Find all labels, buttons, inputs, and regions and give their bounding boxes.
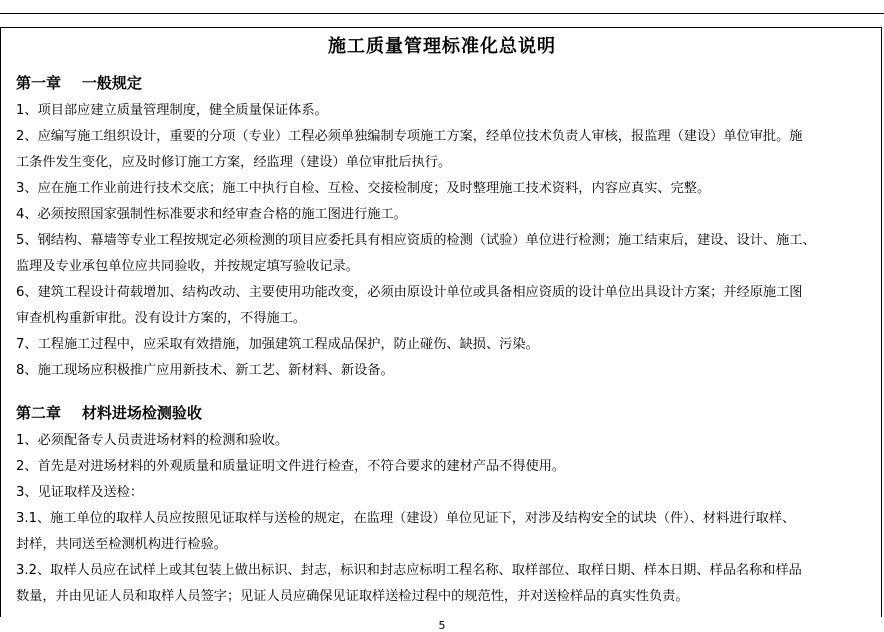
- chapter-2-heading: 第二章 材料进场检测验收: [16, 404, 202, 422]
- paragraph-line: 1、项目部应建立质量管理制度，健全质量保证体系。: [16, 103, 328, 118]
- paragraph-line: 5、钢结构、幕墙等专业工程按规定必须检测的项目应委托具有相应资质的检测（试验）单位进行检测；施工结束后，建设、设计、施工、: [16, 233, 816, 248]
- paragraph-line: 3.1、施工单位的取样人员应按照见证取样与送检的规定，在监理（建设）单位见证下，对涉及结构安全的试块（件）、材料进行取样、: [16, 511, 796, 526]
- document-body: [16, 68, 878, 610]
- paragraph-line: 2、应编写施工组织设计，重要的分项（专业）工程必须单独编制专项施工方案，经单位技术负责人审核，报监理（建设）单位审批。施: [16, 129, 803, 144]
- chapter-1-heading: 第一章 一般规定: [16, 74, 142, 92]
- paragraph-line: 1、必须配备专人员责进场材料的检测和验收。: [16, 433, 289, 448]
- paragraph-line: 3、见证取样及送检：: [16, 485, 144, 500]
- top-rule: [0, 13, 884, 14]
- paragraph-line: 封样，共同送至检测机构进行检验。: [16, 537, 227, 552]
- paragraph-line: 数量，并由见证人员和取样人员签字；见证人员应确保见证取样送检过程中的规范性，并对送检样品的真实性负责。: [16, 589, 689, 604]
- section-gap: [16, 384, 878, 398]
- paragraph-line: 8、施工现场应积极推广应用新技术、新工艺、新材料、新设备。: [16, 363, 394, 378]
- paragraph-line: 7、工程施工过程中，应采取有效措施，加强建筑工程成品保护，防止碰伤、缺损、污染。: [16, 337, 539, 352]
- paragraph-line: 监理及专业承包单位应共同验收，并按规定填写验收记录。: [16, 259, 359, 274]
- paragraph-line: 2、首先是对进场材料的外观质量和质量证明文件进行检查，不符合要求的建材产品不得使用。: [16, 459, 566, 474]
- paragraph-line: 6、建筑工程设计荷载增加、结构改动、主要使用功能改变，必须由原设计单位或具备相应资质的设计单位出具设计方案；并经原施工图: [16, 285, 803, 300]
- paragraph-line: 4、必须按照国家强制性标准要求和经审查合格的施工图进行施工。: [16, 207, 407, 222]
- document-title: 施工质量管理标准化总说明: [328, 36, 556, 57]
- page-number: 5: [438, 619, 446, 632]
- paragraph-line: 3、应在施工作业前进行技术交底；施工中执行自检、互检、交接检制度；及时整理施工技术资料，内容应真实、完整。: [16, 181, 711, 196]
- paragraph-line: 工条件发生变化，应及时修订施工方案，经监理（建设）单位审批后执行。: [16, 155, 452, 170]
- paragraph-line: 3.2、取样人员应在试样上或其包装上做出标识、封志，标识和封志应标明工程名称、取样部位、取样日期、样本日期、样品名称和样品: [16, 563, 802, 578]
- paragraph-line: 审查机构重新审批。没有设计方案的，不得施工。: [16, 311, 307, 326]
